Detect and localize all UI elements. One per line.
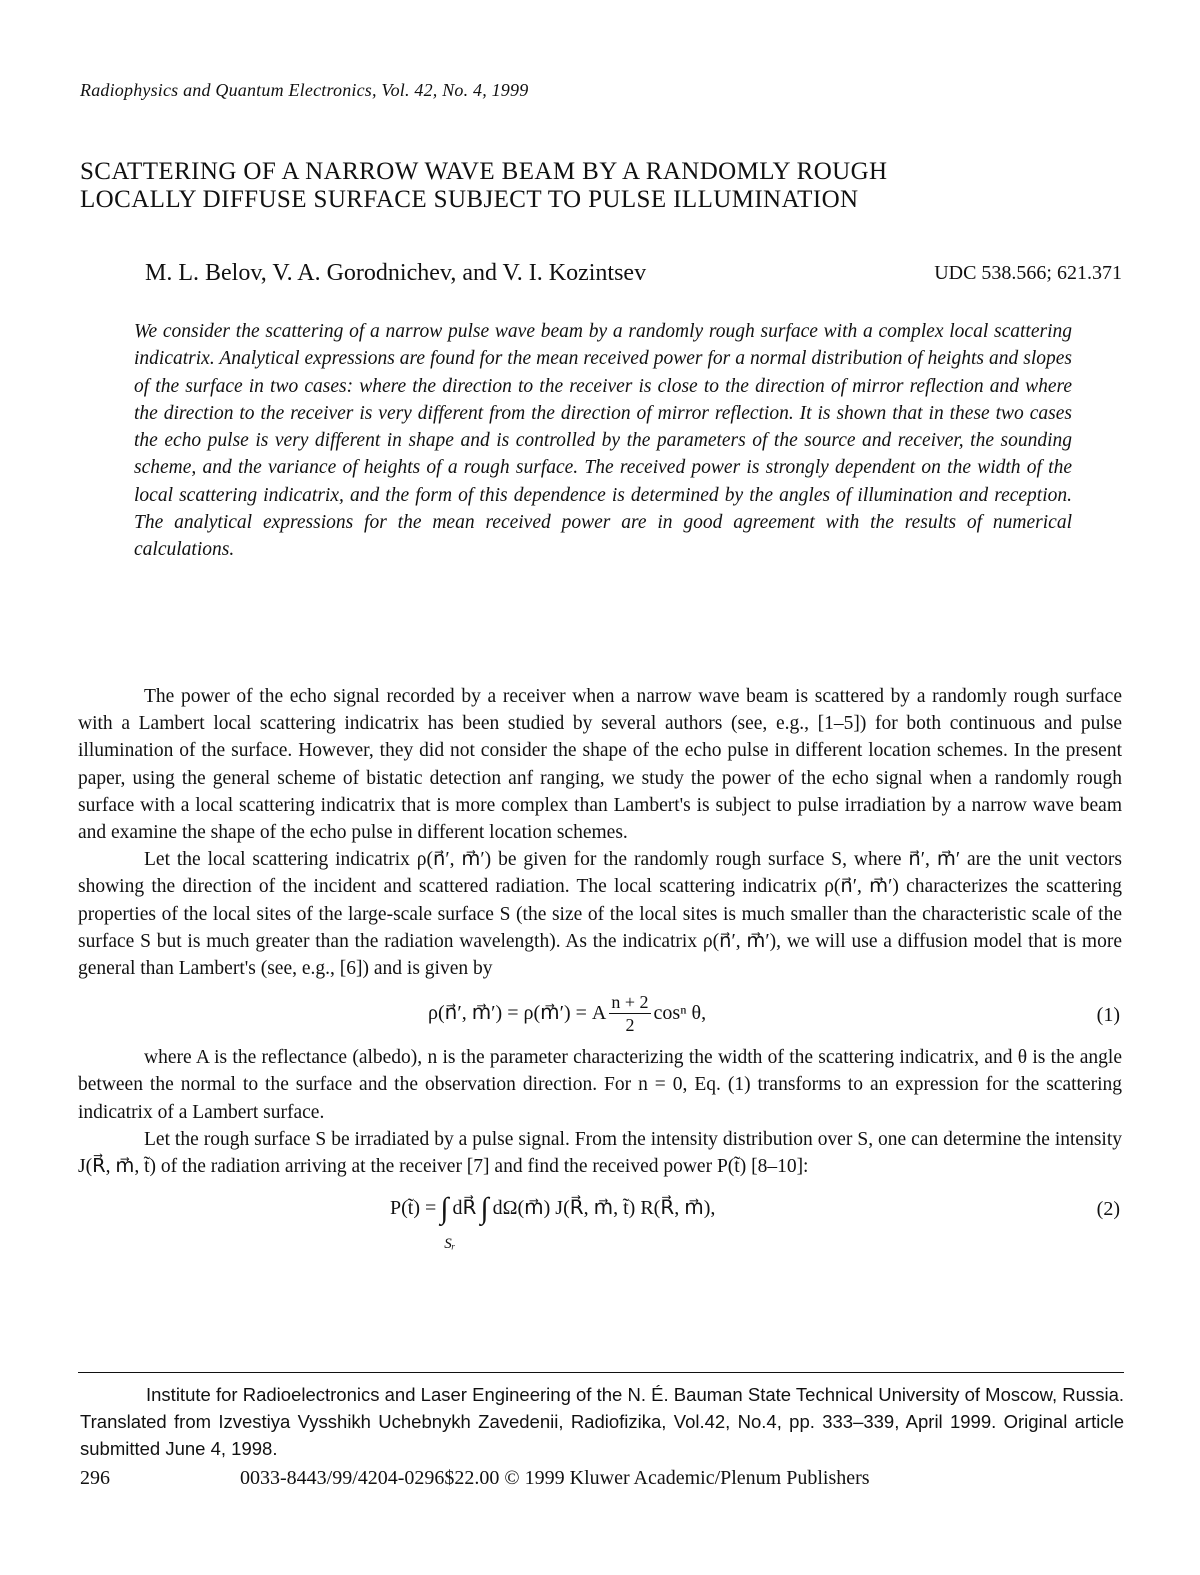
equation-1-numerator: n + 2	[611, 991, 649, 1012]
body-paragraph-3: where A is the reflectance (albedo), n is the parameter characterizing the width of the scattering indicatrix, and θ is the angle between the normal to the surface and the observation direction. For n = 0, Eq. (1) transforms to an expression for the scattering indicatrix of a Lambert surface.	[78, 1047, 1122, 1123]
footnote	[80, 1381, 1124, 1462]
equation-2-middle: dR⃗	[452, 1196, 477, 1219]
equation-1-lhs: ρ(n⃗′, m⃗′) = ρ(m⃗′) = A	[428, 1001, 607, 1024]
author-list: M. L. Belov, V. A. Gorodnichev, and V. I. Kozintsev	[145, 260, 647, 286]
article-title	[80, 158, 1130, 214]
body-paragraph-4: Let the rough surface S be irradiated by a pulse signal. From the intensity distribution over S, one can determine the intensity J(R⃗, m⃗, t̃) of the radiation arriving at the receiver [7] and find the received power P(t̃) [8–10]:	[78, 1128, 1122, 1178]
equation-1-denominator: 2	[625, 1014, 635, 1035]
equation-2	[78, 1180, 1122, 1258]
equation-1-rhs: cosⁿ θ,	[653, 1001, 707, 1024]
body-paragraph-2: Let the local scattering indicatrix ρ(n⃗′, m⃗′) be given for the randomly rough surface S, where n⃗′, m⃗′ are the unit vectors showing the direction of the incident and scattered radiation. The local scattering indicatrix ρ(n⃗′, m⃗′) characterizes the scattering properties of the local sites of the large-scale surface S (the size of the local sites is much smaller than the characteristic scale of the surface S but is much greater than the radiation wavelength). As the indicatrix ρ(n⃗′, m⃗′), we will use a diffusion model that is more general than Lambert's (see, e.g., [6]) and is given by	[78, 849, 1122, 980]
title-line-2: LOCALLY DIFFUSE SURFACE SUBJECT TO PULSE ILLUMINATION	[80, 186, 859, 213]
equation-2-rhs: dΩ(m⃗) J(R⃗, m⃗, t̃) R(R⃗, m⃗),	[492, 1196, 716, 1219]
journal-header: Radiophysics and Quantum Electronics, Vol. 42, No. 4, 1999	[80, 80, 529, 100]
equation-1	[78, 982, 1122, 1044]
body-paragraph-1: The power of the echo signal recorded by a receiver when a narrow wave beam is scattered by a randomly rough surface with a Lambert local scattering indicatrix has been studied by several authors (see, e.g., [1–5]) for both continuous and pulse illumination of the surface. However, they did not consider the shape of the echo pulse in different location schemes. In the present paper, using the general scheme of bistatic detection anf ranging, we study the power of the echo signal when a randomly rough surface with a local scattering indicatrix that is more complex than Lambert's is subject to pulse irradiation by a narrow wave beam and examine the shape of the echo pulse in different location schemes.	[78, 686, 1122, 844]
integral-symbol-1: ∫ Sᵣ	[440, 1195, 448, 1222]
footnote-divider	[78, 1372, 1124, 1373]
title-line-1: SCATTERING OF A NARROW WAVE BEAM BY A RANDOMLY ROUGH	[80, 158, 888, 185]
equation-2-number: (2)	[1096, 1198, 1120, 1221]
equation-2-lhs: P(t̃) =	[390, 1196, 437, 1219]
affiliation-note: Institute for Radioelectronics and Laser Engineering of the N. É. Bauman State Technical University of Moscow, Russia. Translated from Izvestiya Vysshikh Uchebnykh Zavedenii, Radiofizika, Vol.42, No.4, pp. 333–339, April 1999. Original article submitted June 4, 1998.	[80, 1384, 1124, 1459]
page-number: 296	[80, 1467, 110, 1489]
body-text	[78, 683, 1122, 1258]
integral-1-subscript: Sᵣ	[444, 1235, 456, 1252]
integral-symbol-2: ∫	[480, 1191, 489, 1225]
abstract: We consider the scattering of a narrow pulse wave beam by a randomly rough surface with a complex local scattering indicatrix. Analytical expressions are found for the mean received power for a normal distribution of heights and slopes of the surface in two cases: where the direction to the receiver is close to the direction of mirror reflection and where the direction to the receiver is very different from the direction of mirror reflection. It is shown that in these two cases the echo pulse is very different in shape and is controlled by the parameters of the source and receiver, the sounding scheme, and the variance of heights of a rough surface. The received power is strongly dependent on the width of the local scattering indicatrix, and the form of this dependence is determined by the angles of illumination and reception. The analytical expressions for the mean received power are in good agreement with the results of numerical calculations.	[134, 321, 1072, 561]
copyright-line: 0033-8443/99/4204-0296$22.00 © 1999 Kluwer Academic/Plenum Publishers	[240, 1467, 870, 1489]
equation-1-number: (1)	[1096, 1004, 1120, 1027]
equation-1-fraction	[609, 991, 650, 1036]
udc-code: UDC 538.566; 621.371	[934, 262, 1122, 284]
